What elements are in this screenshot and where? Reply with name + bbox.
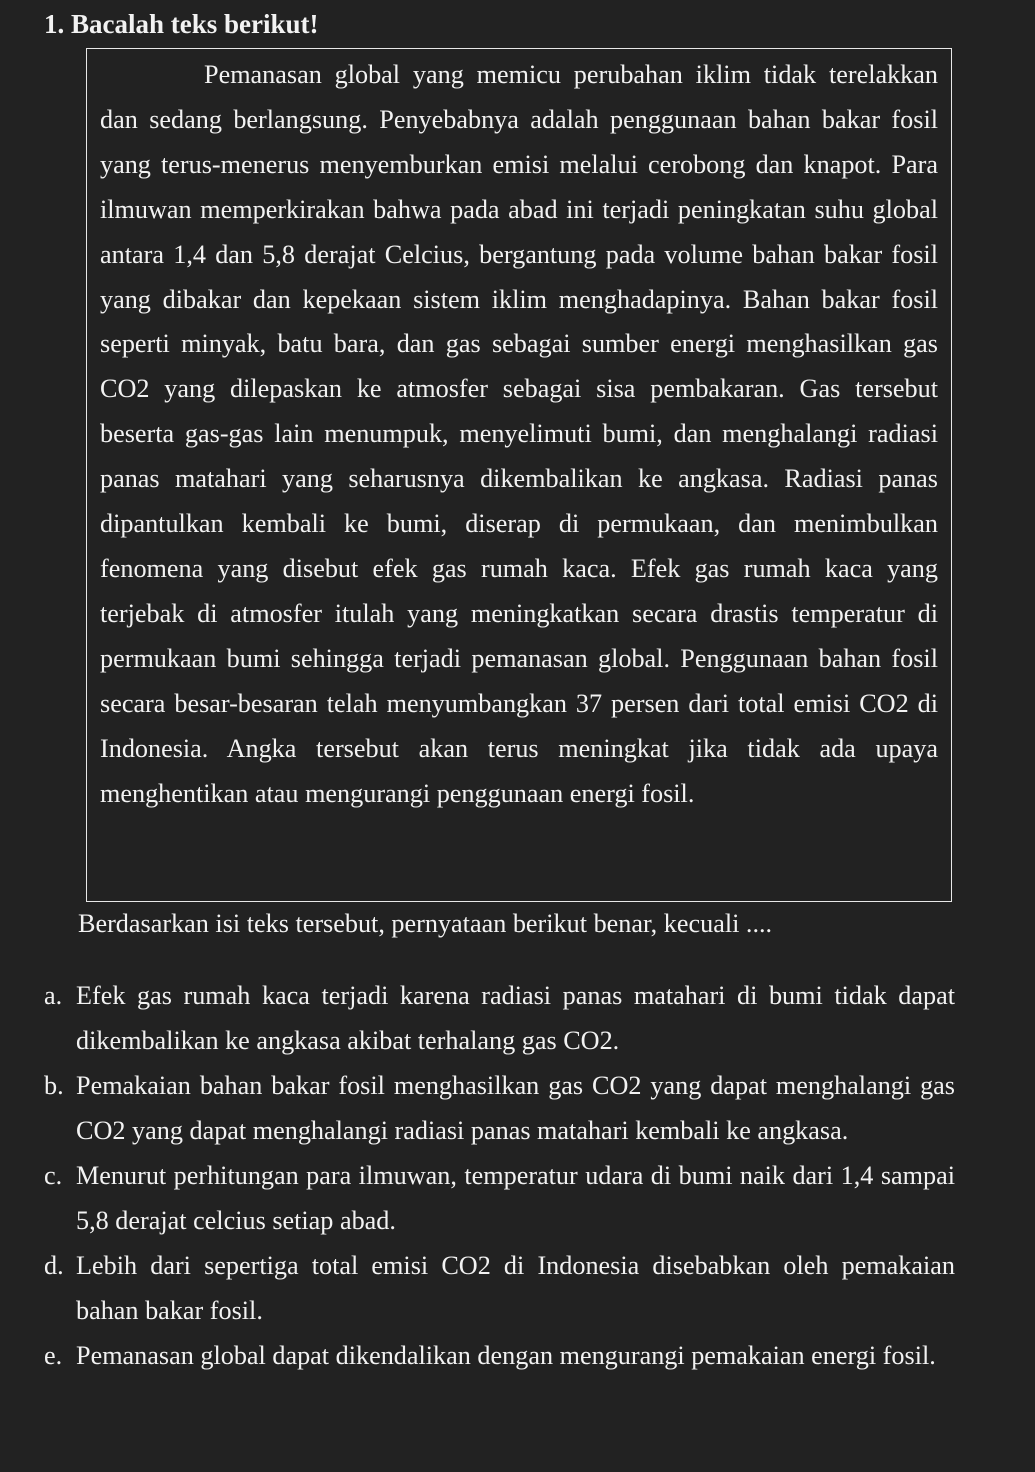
option-b[interactable] <box>44 1063 955 1153</box>
option-c[interactable] <box>44 1153 955 1243</box>
option-d[interactable] <box>44 1243 955 1333</box>
question-instruction: Berdasarkan isi teks tersebut, pernyataan berikut benar, kecuali .... <box>78 909 773 938</box>
answer-options <box>44 973 955 1378</box>
option-text: Lebih dari sepertiga total emisi CO2 di Indonesia disebabkan oleh pemakaian bahan bakar fosil. <box>76 1251 955 1325</box>
option-text: Pemanasan global dapat dikendalikan dengan mengurangi pemakaian energi fosil. <box>76 1341 936 1370</box>
passage-box <box>86 48 952 902</box>
option-text: Pemakaian bahan bakar fosil menghasilkan gas CO2 yang dapat menghalangi gas CO2 yang dapat menghalangi radiasi panas matahari kembali ke angkasa. <box>76 1071 955 1145</box>
passage-text: Pemanasan global yang memicu perubahan iklim tidak terelakkan dan sedang berlangsung. Penyebabnya adalah penggunaan bahan bakar fosil yang terus-menerus menyemburkan emisi melalui cerobong dan knapot. Para ilmuwan memperkirakan bahwa pada abad ini terjadi peningkatan suhu global antara 1,4 dan 5,8 derajat Celcius, bergantung pada volume bahan bakar fosil yang dibakar dan kepekaan sistem iklim menghadapinya. Bahan bakar fosil seperti minyak, batu bara, dan gas sebagai sumber energi menghasilkan gas CO2 yang dilepaskan ke atmosfer sebagai sisa pembakaran. Gas tersebut beserta gas-gas lain menumpuk, menyelimuti bumi, dan menghalangi radiasi panas matahari yang seharusnya dikembalikan ke angkasa. Radiasi panas dipantulkan kembali ke bumi, diserap di permukaan, dan menimbulkan fenomena yang disebut efek gas rumah kaca. Efek gas rumah kaca yang terjebak di atmosfer itulah yang meningkatkan secara drastis temperatur di permukaan bumi sehingga terjadi pemanasan global. Penggunaan bahan fosil secara besar-besaran telah menyumbangkan 37 persen dari total emisi CO2 di Indonesia. Angka tersebut akan terus meningkat jika tidak ada upaya menghentikan atau mengurangi penggunaan energi fosil. <box>100 60 938 808</box>
option-text: Efek gas rumah kaca terjadi karena radiasi panas matahari di bumi tidak dapat dikembalikan ke angkasa akibat terhalang gas CO2. <box>76 981 955 1055</box>
option-e[interactable] <box>44 1333 955 1378</box>
option-letter: d. <box>44 1251 64 1280</box>
option-text: Menurut perhitungan para ilmuwan, temperatur udara di bumi naik dari 1,4 sampai 5,8 derajat celcius setiap abad. <box>76 1161 955 1235</box>
option-letter: b. <box>44 1071 64 1100</box>
question-title: 1. Bacalah teks berikut! <box>44 9 319 39</box>
option-letter: a. <box>44 981 63 1010</box>
option-letter: c. <box>44 1161 63 1190</box>
option-letter: e. <box>44 1341 63 1370</box>
option-a[interactable] <box>44 973 955 1063</box>
